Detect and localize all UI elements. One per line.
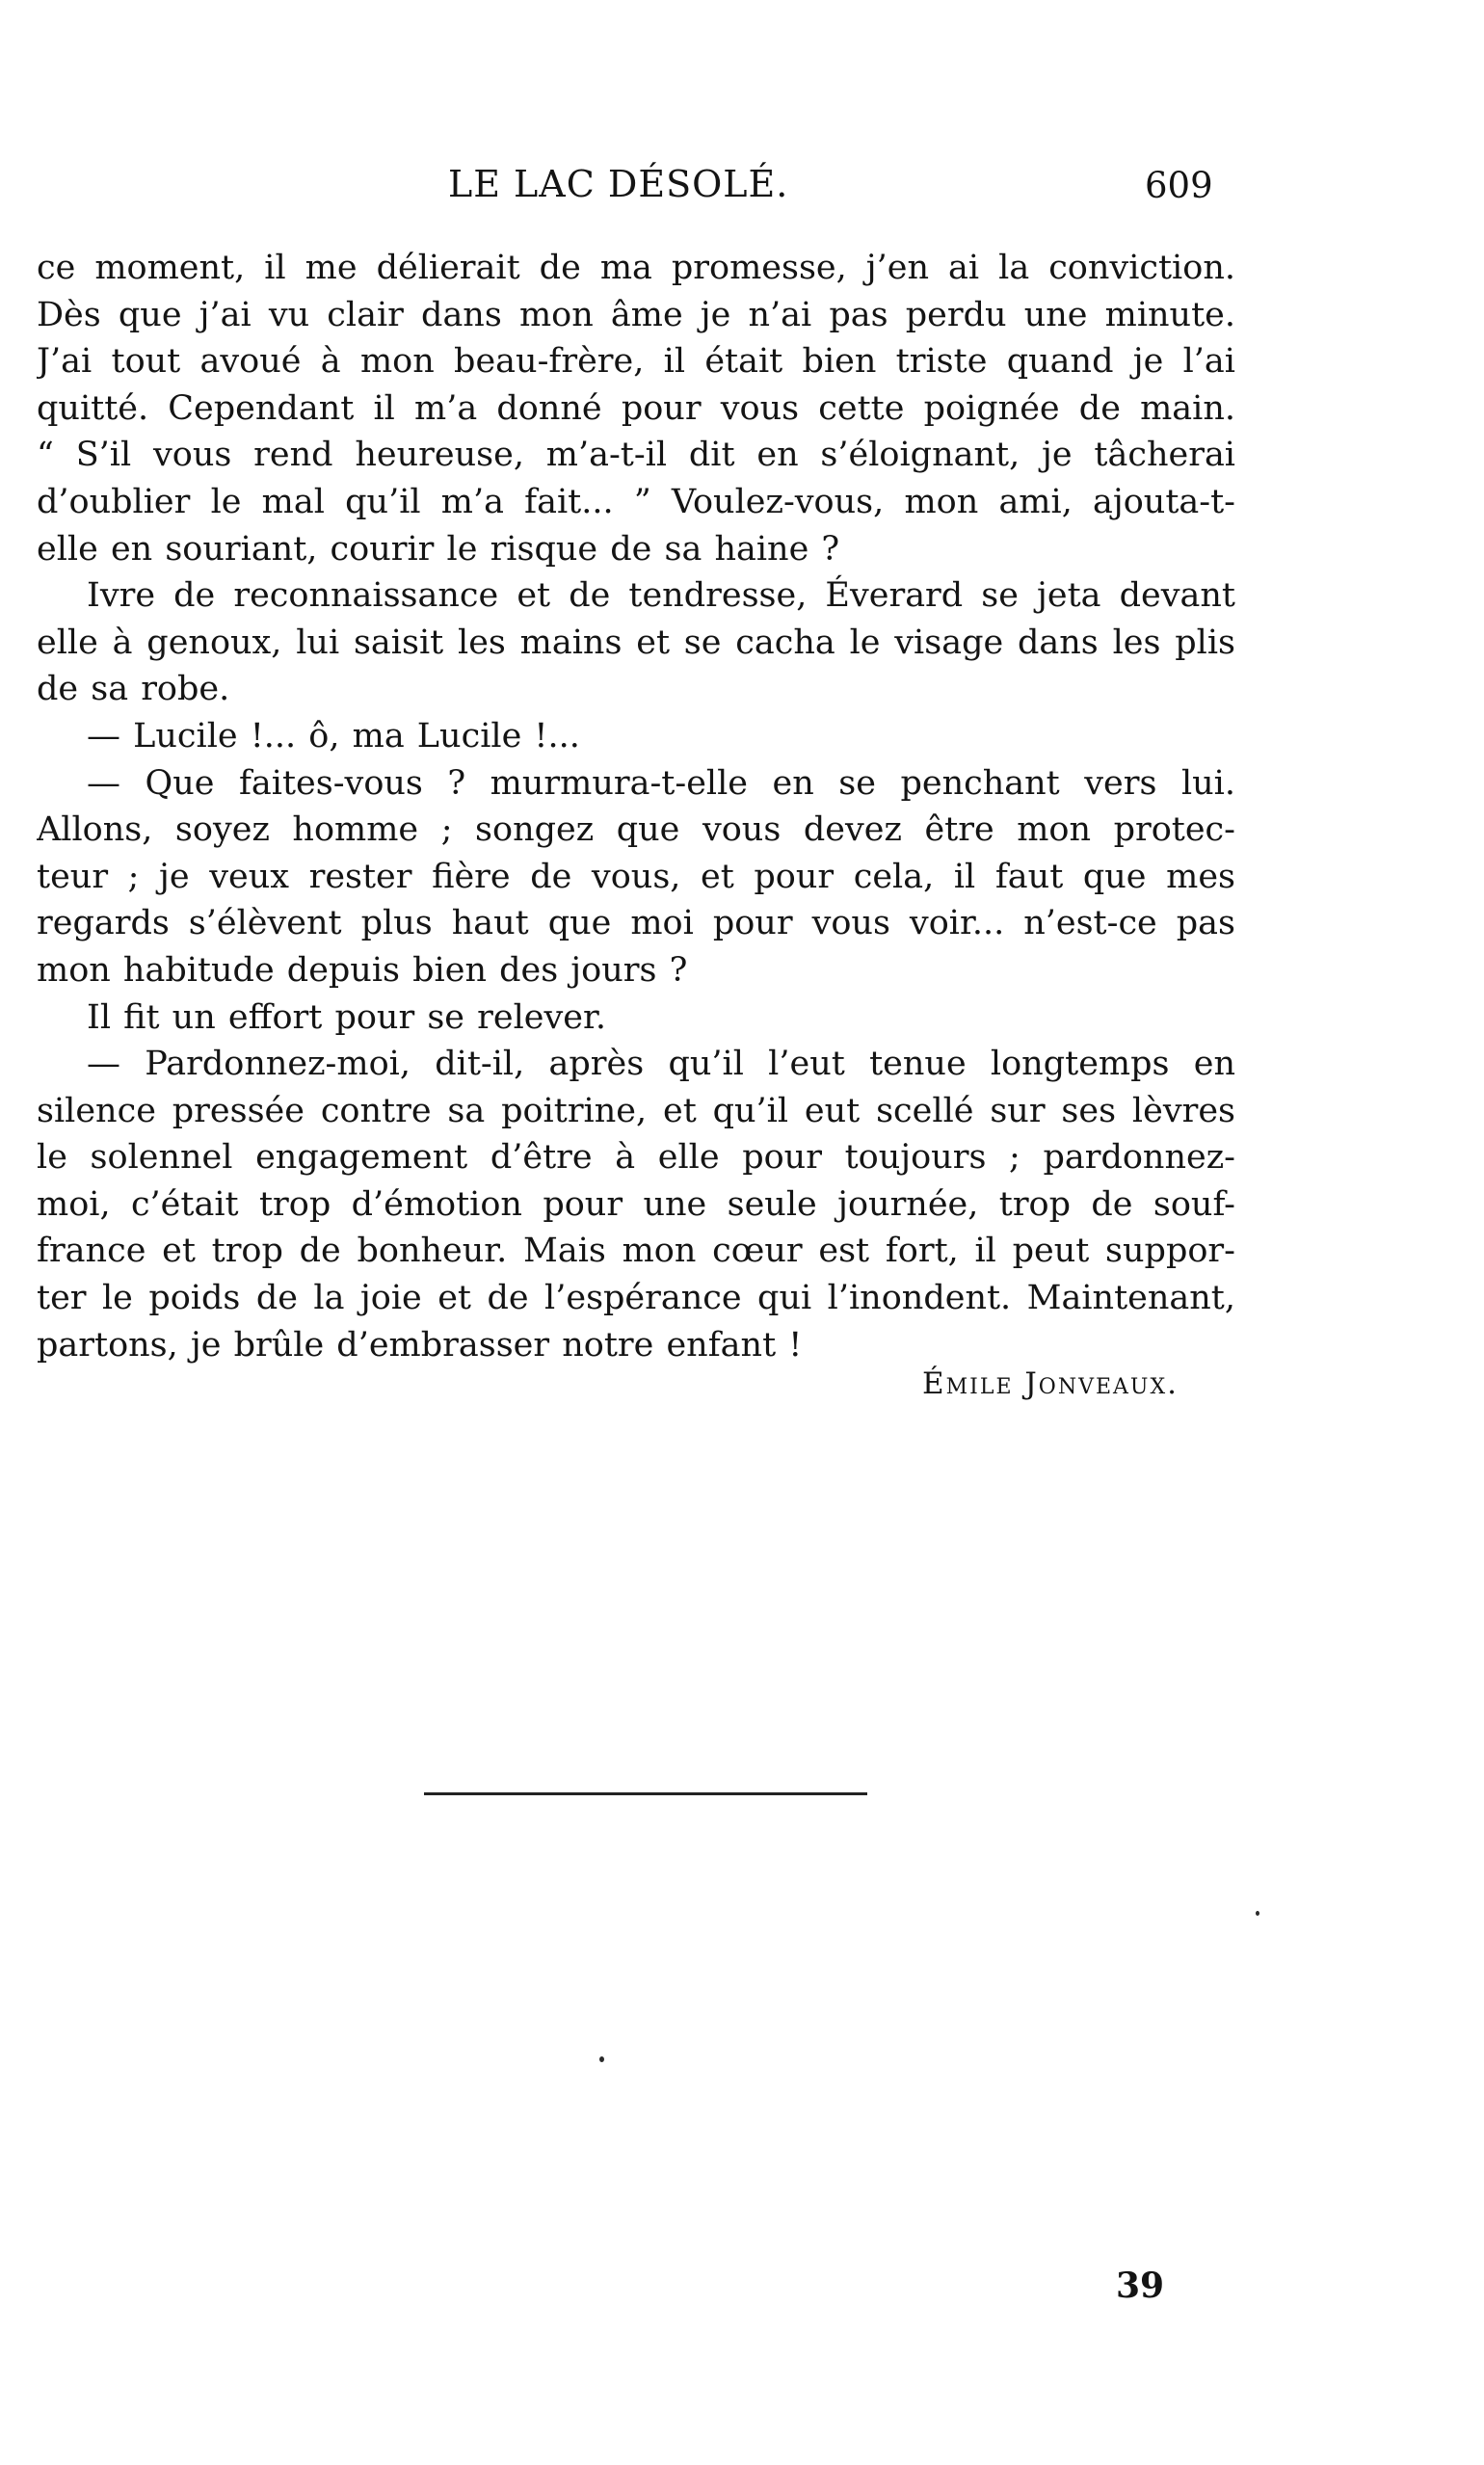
text-line: regards s’élèvent plus haut que moi pour vous voir... n’est-ce pas [37, 904, 1235, 943]
section-divider [424, 1792, 867, 1795]
text-line: elle à genoux, lui saisit les mains et se cacha le visage dans les plis [37, 623, 1235, 662]
printer-signature-mark: 39 [1116, 2266, 1165, 2306]
text-line: mon habitude depuis bien des jours ? [37, 950, 688, 990]
print-speck [1256, 1911, 1259, 1916]
text-line: teur ; je veux rester fière de vous, et pour cela, il faut que mes [37, 857, 1235, 896]
text-line: quitté. Cependant il m’a donné pour vous cette poignée de main. [37, 388, 1235, 428]
text-line: — Que faites-vous ? murmura-t-elle en se penchant vers lui. [87, 763, 1235, 803]
text-line: Allons, soyez homme ; songez que vous devez être mon protec- [37, 810, 1235, 850]
text-line: Dès que j’ai vu clair dans mon âme je n’ai pas perdu une minute. [37, 295, 1235, 334]
text-line: de sa robe. [37, 670, 230, 709]
text-line: elle en souriant, courir le risque de sa haine ? [37, 529, 840, 569]
text-line: d’oublier le mal qu’il m’a fait... ” Voulez-vous, mon ami, ajouta-t- [37, 482, 1235, 521]
text-line: Il fit un effort pour se relever. [87, 997, 606, 1037]
text-line: “ S’il vous rend heureuse, m’a-t-il dit en s’éloignant, je tâcherai [37, 436, 1235, 475]
text-line: ce moment, il me délierait de ma promesse, j’en ai la conviction. [37, 249, 1235, 287]
text-line: — Pardonnez-moi, dit-il, après qu’il l’eut tenue longtemps en [87, 1045, 1235, 1084]
text-line: Ivre de reconnaissance et de tendresse, Éverard se jeta devant [87, 576, 1235, 616]
text-line: france et trop de bonheur. Mais mon cœur est fort, il peut suppor- [37, 1232, 1235, 1271]
body-text [37, 245, 1235, 1368]
text-line: ter le poids de la joie et de l’espérance qui l’inondent. Maintenant, [37, 1279, 1235, 1318]
text-line: partons, je brûle d’embrasser notre enfant ! [37, 1325, 803, 1365]
author-signature: Émile Jonveaux. [922, 1366, 1179, 1401]
text-line: le solennel engagement d’être à elle pour toujours ; pardonnez- [37, 1138, 1235, 1178]
text-line: moi, c’était trop d’émotion pour une seule journée, trop de souf- [37, 1184, 1235, 1224]
text-line: silence pressée contre sa poitrine, et qu’il eut scellé sur ses lèvres [37, 1091, 1235, 1130]
page-number: 609 [1145, 165, 1213, 206]
text-line: — Lucile !... ô, ma Lucile !... [87, 716, 580, 755]
text-line: J’ai tout avoué à mon beau-frère, il était bien triste quand je l’ai [37, 342, 1235, 382]
running-header: LE LAC DÉSOLÉ. [448, 163, 789, 205]
print-speck [599, 2056, 604, 2062]
